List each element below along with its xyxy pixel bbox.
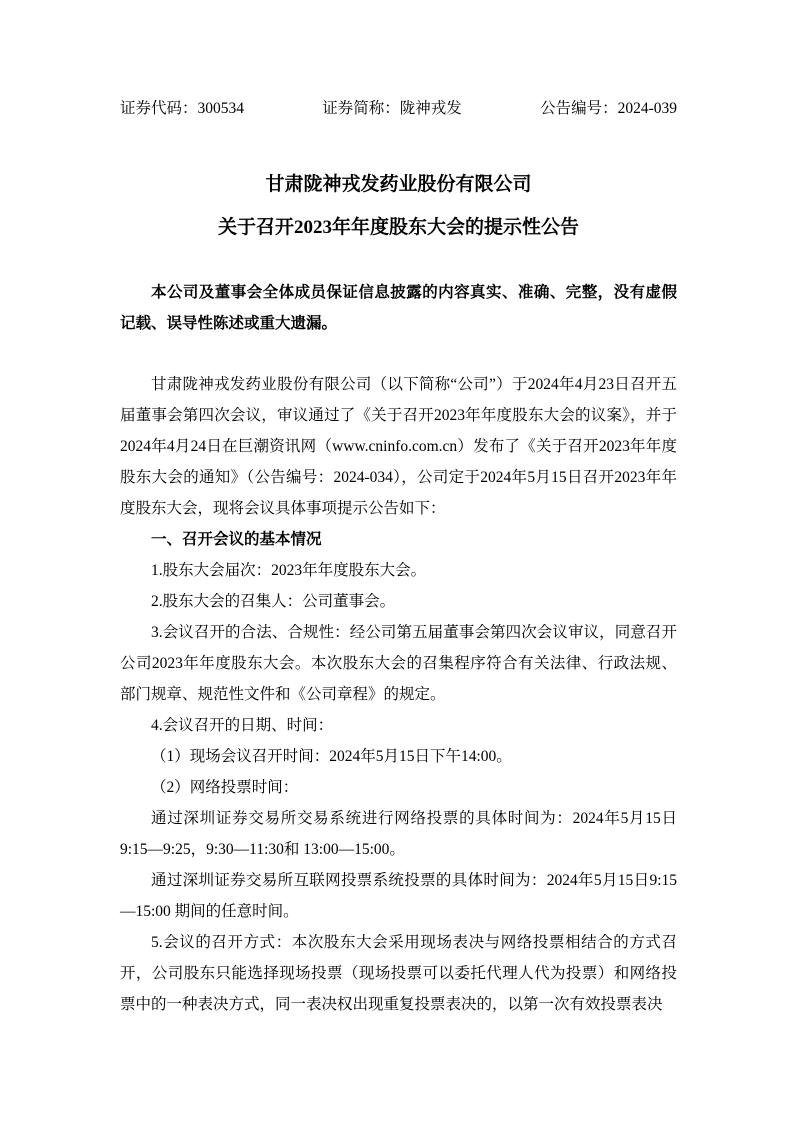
document-body <box>120 369 677 1020</box>
company-name-title-line: 甘肃陇神戎发药业股份有限公司 <box>265 174 532 195</box>
paragraph-voting-time-sse: 通过深圳证券交易所交易系统进行网络投票的具体时间为：2024年5月15日9:15—9:25，9:30—11:30和 13:00—15:00。 <box>120 810 677 858</box>
declaration-paragraph: 本公司及董事会全体成员保证信息披露的内容真实、准确、完整，没有虚假记载、误导性陈述或重大遗漏。 <box>120 284 677 332</box>
stock-short-name: 证券简称：陇神戎发 <box>322 100 462 117</box>
document-title <box>120 163 677 249</box>
stock-code: 证券代码：300534 <box>120 100 245 117</box>
document-header <box>120 97 677 121</box>
paragraph-item-4-1: （1）现场会议召开时间：2024年5月15日下午14:00。 <box>151 748 512 765</box>
paragraph-item-4-2: （2）网络投票时间： <box>151 779 299 796</box>
announcement-number: 公告编号：2024-039 <box>540 100 677 117</box>
section-heading-1: 一、召开会议的基本情况 <box>151 531 322 548</box>
announcement-title-line: 关于召开2023年年度股东大会的提示性公告 <box>217 217 579 238</box>
paragraph-intro: 甘肃陇神戎发药业股份有限公司（以下简称“公司”）于2024年4月23日召开五届董事会第四次会议，审议通过了《关于召开2023年年度股东大会的议案》，并于2024年4月24日在巨潮资讯网（www.cninfo.com.cn）发布了《关于召开2023年年度股东大会的通知》（公告编号：2024-034），公司定于2024年5月15日召开2023年年度股东大会，现将会议具体事项提示公告如下： <box>120 376 677 517</box>
paragraph-item-5: 5.会议的召开方式：本次股东大会采用现场表决与网络投票相结合的方式召开，公司股东只能选择现场投票（现场投票可以委托代理人代为投票）和网络投票中的一种表决方式，同一表决权出现重复投票表决的，以第一次有效投票表决 <box>120 934 677 1013</box>
paragraph-item-2: 2.股东大会的召集人：公司董事会。 <box>151 593 396 610</box>
paragraph-voting-time-internet: 通过深圳证券交易所互联网投票系统投票的具体时间为：2024年5月15日9:15—15:00 期间的任意时间。 <box>120 872 677 920</box>
paragraph-item-4: 4.会议召开的日期、时间： <box>151 717 334 734</box>
paragraph-item-3: 3.会议召开的合法、合规性：经公司第五届董事会第四次会议审议，同意召开公司2023年年度股东大会。本次股东大会的召集程序符合有关法律、行政法规、部门规章、规范性文件和《公司章程》的规定。 <box>120 624 677 703</box>
paragraph-item-1: 1.股东大会届次：2023年年度股东大会。 <box>151 562 427 579</box>
